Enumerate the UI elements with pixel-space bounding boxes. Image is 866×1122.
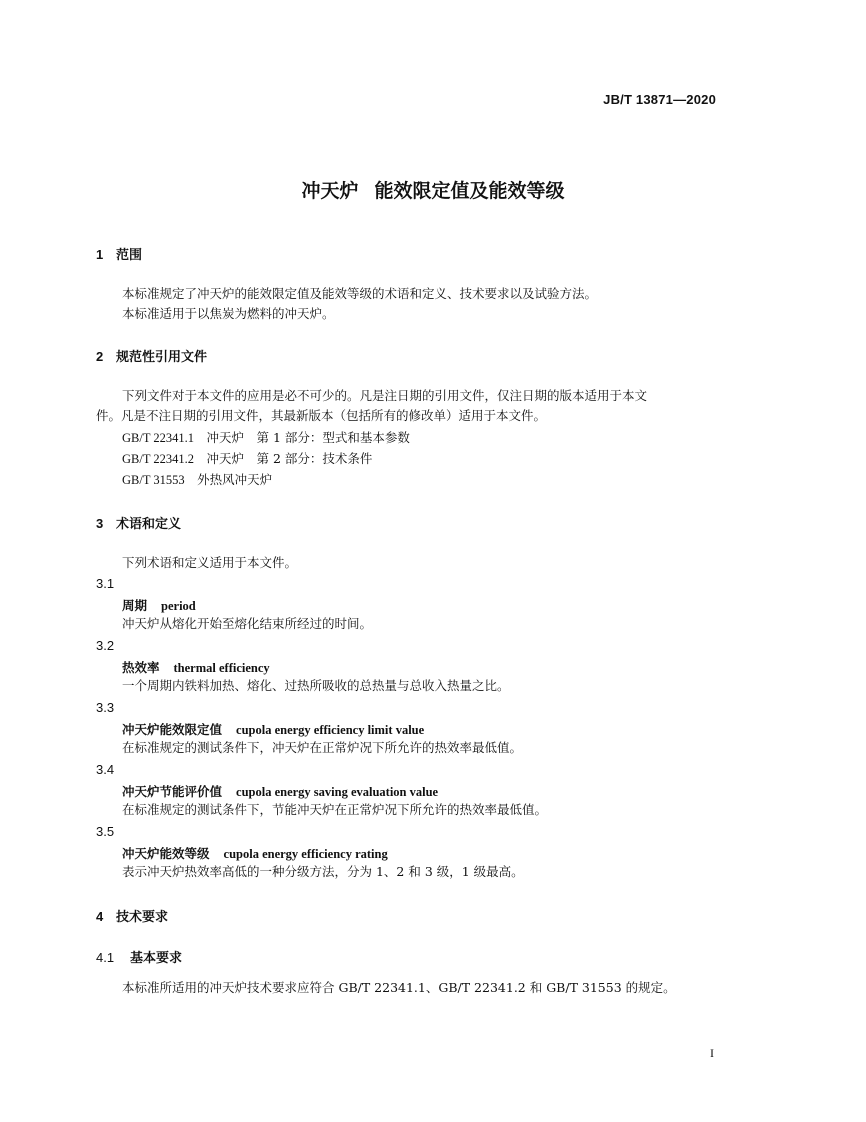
term-heading (122, 782, 438, 800)
section-title: 范围 (116, 248, 143, 263)
subsection-number: 4.1 (96, 950, 115, 965)
terms-intro: 下列术语和定义适用于本文件。 (122, 555, 298, 570)
term-zh: 热效率 (122, 660, 160, 675)
title-part-1: 冲天炉 (301, 180, 359, 202)
title-part-2: 能效限定值及能效等级 (374, 180, 565, 202)
reference-title: 外热风冲天炉 (197, 472, 273, 487)
document-title (0, 176, 866, 203)
reference-title: 冲天炉 第 1 部分：型式和基本参数 (206, 430, 410, 445)
section-number: 4 (96, 909, 104, 924)
term-en: period (161, 599, 196, 613)
normative-references-paragraph-line-2: 件。凡是不注日期的引用文件，其最新版本（包括所有的修改单）适用于本文件。 (96, 408, 547, 423)
term-number: 3.1 (96, 576, 115, 591)
scope-paragraph-2: 本标准适用于以焦炭为燃料的冲天炉。 (122, 306, 335, 321)
scope-paragraph-1: 本标准规定了冲天炉的能效限定值及能效等级的术语和定义、技术要求以及试验方法。 (122, 286, 598, 301)
reference-code: GB/T 22341.1 (122, 431, 194, 445)
term-en: cupola energy efficiency limit value (236, 723, 425, 737)
section-number: 1 (96, 247, 104, 262)
term-en: cupola energy efficiency rating (223, 847, 388, 861)
term-definition: 在标准规定的测试条件下，冲天炉在正常炉况下所允许的热效率最低值。 (122, 740, 523, 755)
term-heading (122, 844, 388, 862)
reference-title: 冲天炉 第 2 部分：技术条件 (206, 451, 373, 466)
term-zh: 冲天炉能效限定值 (122, 722, 223, 737)
section-4-heading (96, 906, 168, 925)
term-en: thermal efficiency (173, 661, 270, 675)
term-definition: 一个周期内铁料加热、熔化、过热所吸收的总热量与总收入热量之比。 (122, 678, 510, 693)
term-zh: 冲天炉能效等级 (122, 846, 210, 861)
term-heading (122, 658, 270, 676)
section-3-heading (96, 513, 181, 532)
reference-item (122, 449, 372, 469)
section-number: 2 (96, 349, 104, 364)
section-2-heading (96, 346, 207, 365)
section-number: 3 (96, 516, 104, 531)
standard-number: JB/T 13871—2020 (603, 92, 716, 107)
term-number: 3.5 (96, 824, 115, 839)
term-number: 3.3 (96, 700, 115, 715)
reference-item (122, 428, 410, 448)
reference-code: GB/T 31553 (122, 473, 185, 487)
subsection-4-1-heading (96, 947, 182, 966)
term-definition: 在标准规定的测试条件下，节能冲天炉在正常炉况下所允许的热效率最低值。 (122, 802, 548, 817)
section-1-heading (96, 244, 142, 263)
basic-requirements-paragraph: 本标准所适用的冲天炉技术要求应符合 GB/T 22341.1、GB/T 22341.2 和 GB/T 31553 的规定。 (122, 980, 676, 995)
term-zh: 冲天炉节能评价值 (122, 784, 223, 799)
term-heading (122, 720, 424, 738)
term-definition: 冲天炉从熔化开始至熔化结束所经过的时间。 (122, 616, 373, 631)
term-zh: 周期 (122, 598, 148, 613)
reference-item (122, 470, 272, 490)
section-title: 技术要求 (116, 910, 169, 925)
term-heading (122, 596, 196, 614)
section-title: 规范性引用文件 (116, 350, 208, 365)
section-title: 术语和定义 (116, 517, 182, 532)
term-en: cupola energy saving evaluation value (236, 785, 439, 799)
subsection-title: 基本要求 (130, 951, 183, 966)
term-definition: 表示冲天炉热效率高低的一种分级方法，分为 1、2 和 3 级，1 级最高。 (122, 864, 524, 879)
term-number: 3.2 (96, 638, 115, 653)
page-number: I (710, 1046, 714, 1060)
reference-code: GB/T 22341.2 (122, 452, 194, 466)
term-number: 3.4 (96, 762, 115, 777)
normative-references-paragraph-line-1: 下列文件对于本文件的应用是必不可少的。凡是注日期的引用文件，仅注日期的版本适用于本文 (122, 388, 648, 403)
